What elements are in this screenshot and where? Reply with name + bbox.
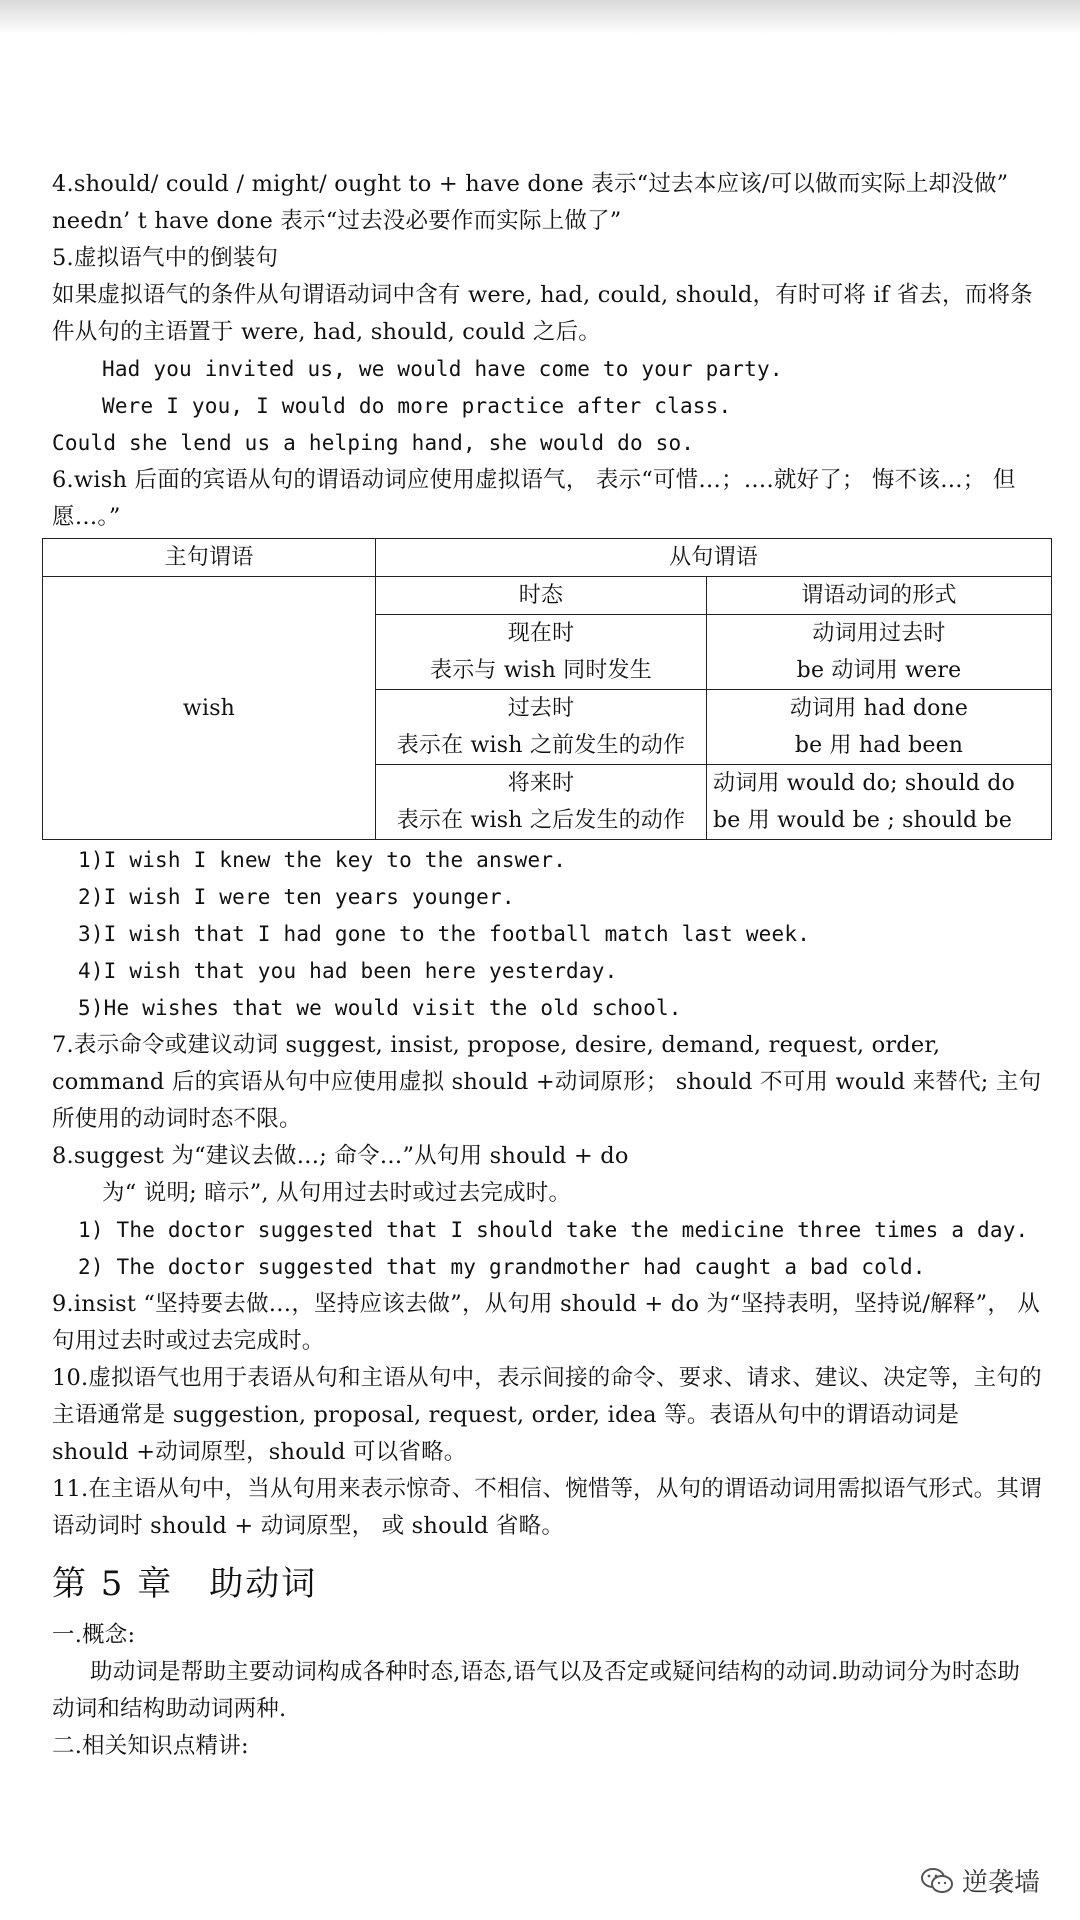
future-form-verb: 动词用 would do; should do: [713, 771, 1015, 796]
past-form-verb: 动词用 had done: [789, 696, 969, 721]
heading-6: 6.wish 后面的宾语从句的谓语动词应使用虚拟语气， 表示“可惜…；….就好了； 悔不该…； 但愿…。”: [52, 467, 1016, 530]
future-form-be: be 用 would be ; should be: [713, 808, 1013, 833]
header-verb-form: 谓语动词的形式: [707, 577, 1052, 615]
example-had-you: Had you invited us, we would have come to your party.: [102, 357, 783, 381]
cell-past-tense: [376, 690, 707, 765]
present-tense-title: 现在时: [507, 621, 575, 646]
example-were-i: Were I you, I would do more practice after class.: [102, 394, 732, 418]
chapter-title: 第 5 章 助动词: [52, 1564, 318, 1604]
top-shadow-bar: [0, 0, 1080, 34]
heading-5: 5.虚拟语气中的倒装句: [52, 245, 279, 271]
heading-8: 8.suggest 为“建议去做…; 命令…”从句用 should + do: [52, 1143, 629, 1169]
heading-11: 11.在主语从句中，当从句用来表示惊奇、不相信、惋惜等，从句的谓语动词用需拟语气形式。其谓语动词时 should + 动词原型， 或 should 省略。: [52, 1476, 1042, 1539]
past-tense-desc: 表示在 wish 之前发生的动作: [396, 733, 686, 758]
para-4: 4.should/ could / might/ ought to + have done 表示“过去本应该/可以做而实际上却没做”: [52, 171, 1009, 197]
past-tense-title: 过去时: [507, 696, 575, 721]
section-concept: 一.概念:: [52, 1622, 136, 1648]
heading-7: 7.表示命令或建议动词 suggest, insist, propose, desire, demand, request, order, command 后的宾语从句中应使用虚拟 should +动词原形； should 不可用 would 来替代; 主句所使用的动词时态不限。: [52, 1032, 1042, 1132]
header-clause-predicate: 从句谓语: [376, 539, 1052, 577]
example-list-item: 1)I wish I knew the key to the answer.: [78, 848, 567, 872]
example-list-item: 2)I wish I were ten years younger.: [78, 885, 515, 909]
cell-present-tense: [376, 615, 707, 690]
concept-body: 助动词是帮助主要动词构成各种时态,语态,语气以及否定或疑问结构的动词.助动词分为时态助动词和结构助动词两种.: [52, 1659, 1021, 1722]
para-inversion: 如果虚拟语气的条件从句谓语动词中含有 were, had, could, should，有时可将 if 省去，而将条件从句的主语置于 were, had, should, could 之后。: [52, 282, 1033, 345]
future-tense-desc: 表示在 wish 之后发生的动作: [396, 808, 686, 833]
present-form-verb: 动词用过去时: [812, 621, 946, 646]
present-form-be: be 动词用 were: [796, 658, 962, 683]
cell-wish: [43, 577, 376, 840]
heading-10: 10.虚拟语气也用于表语从句和主语从句中，表示间接的命令、要求、请求、建议、决定等，主句的主语通常是 suggestion, proposal, request, order, idea 等。表语从句中的谓语动词是 should +动词原型，should 可以省略。: [52, 1365, 1042, 1465]
header-main-predicate: 主句谓语: [43, 539, 376, 577]
wechat-icon: [920, 1867, 954, 1895]
present-tense-desc: 表示与 wish 同时发生: [430, 658, 652, 683]
document-body: [52, 166, 1042, 1765]
watermark: [920, 1862, 1040, 1899]
example-list-item: 4)I wish that you had been here yesterday.: [78, 959, 618, 983]
cell-present-form: [707, 615, 1052, 690]
future-tense-title: 将来时: [507, 771, 575, 796]
watermark-text: 逆袭墙: [962, 1868, 1041, 1898]
past-form-be: be 用 had been: [794, 733, 964, 758]
example-list-item: 3)I wish that I had gone to the football match last week.: [78, 922, 811, 946]
example-could-she: Could she lend us a helping hand, she would do so.: [52, 431, 695, 455]
wish-label: wish: [182, 695, 236, 721]
example-suggest-1: 1) The doctor suggested that I should take the medicine three times a day.: [78, 1218, 1029, 1242]
para-suggest-meaning: 为“ 说明; 暗示”, 从句用过去时或过去完成时。: [102, 1180, 572, 1206]
cell-future-form: [707, 765, 1052, 840]
heading-9: 9.insist “坚持要去做…，坚持应该去做”，从句用 should + do 为“坚持表明，坚持说/解释”， 从句用过去时或过去完成时。: [52, 1291, 1041, 1354]
para-needn-t: needn’ t have done 表示“过去没必要作而实际上做了”: [52, 208, 622, 234]
header-tense: 时态: [376, 577, 707, 615]
wish-table: [42, 538, 1052, 840]
example-suggest-2: 2) The doctor suggested that my grandmother had caught a bad cold.: [78, 1255, 926, 1279]
example-list-item: 5)He wishes that we would visit the old school.: [78, 996, 682, 1020]
section-knowledge: 二.相关知识点精讲:: [52, 1733, 249, 1759]
cell-past-form: [707, 690, 1052, 765]
cell-future-tense: [376, 765, 707, 840]
